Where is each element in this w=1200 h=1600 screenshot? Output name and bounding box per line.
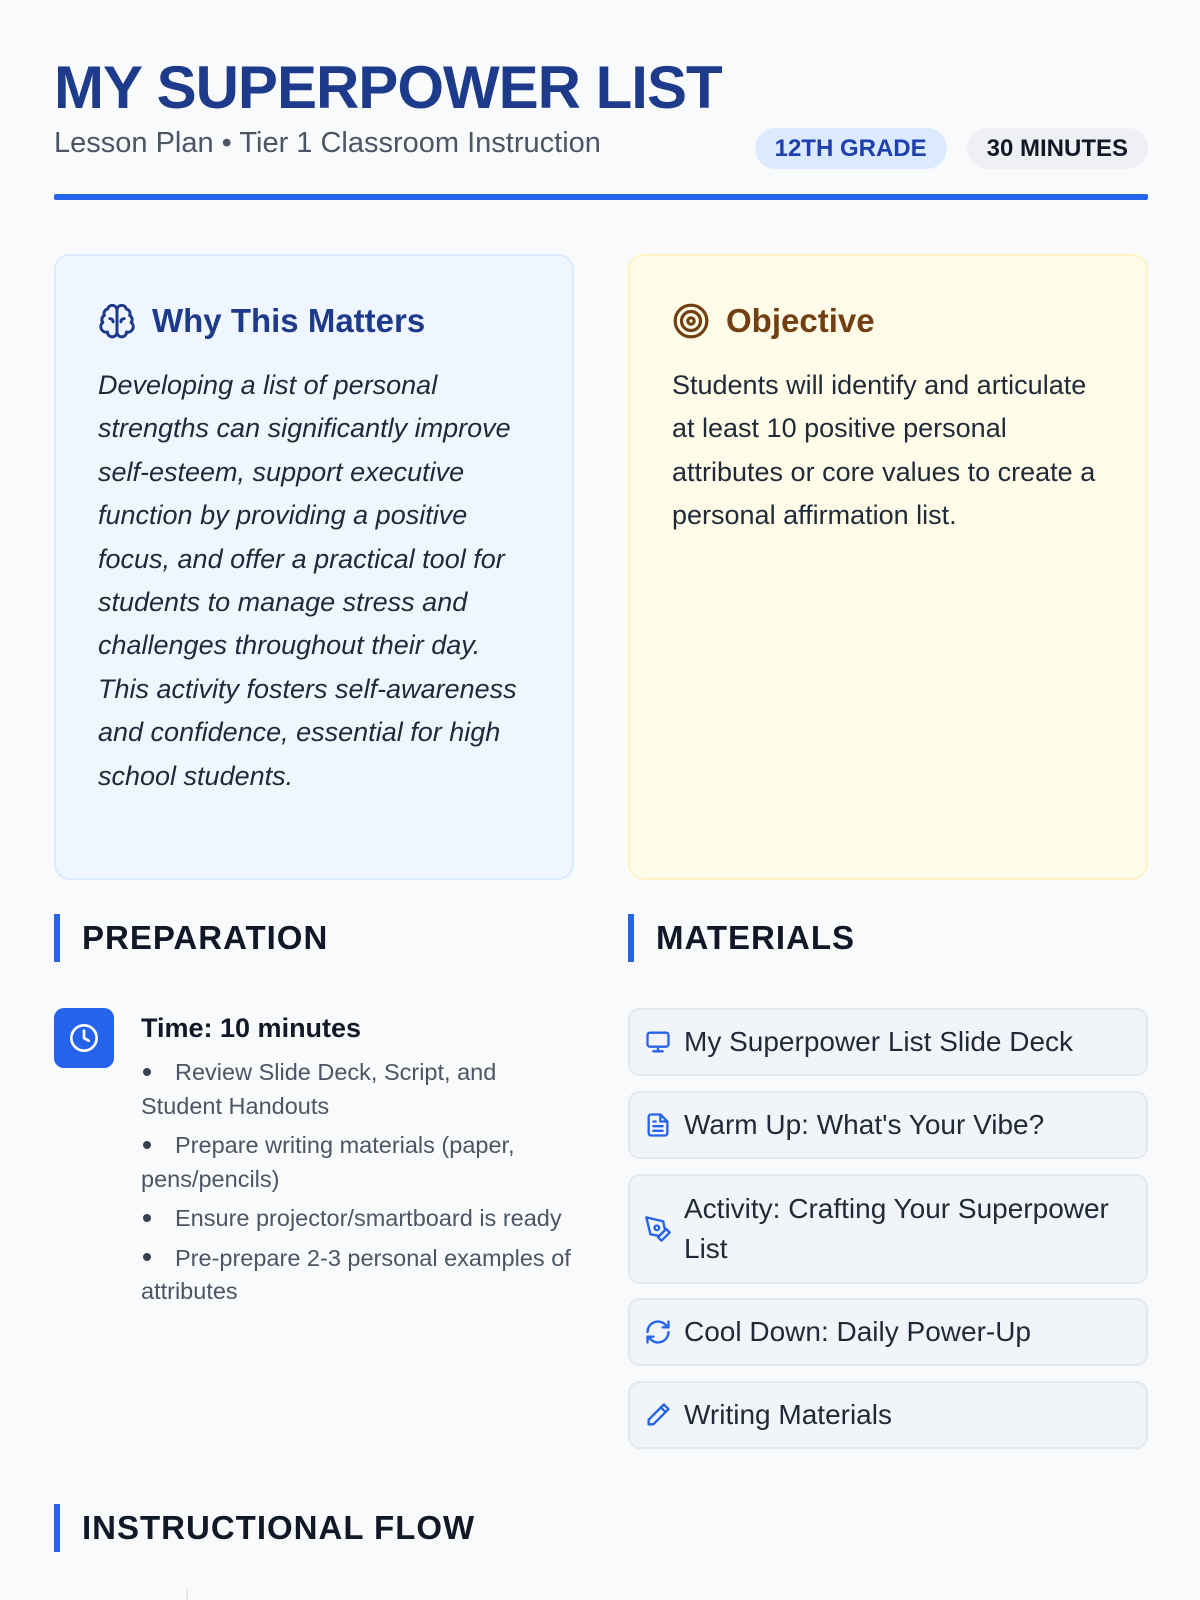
page-subtitle: Lesson Plan • Tier 1 Classroom Instruction [54, 127, 601, 159]
pencil-icon [644, 1401, 672, 1429]
bullet [143, 1141, 151, 1149]
timeline-line [186, 1590, 188, 1600]
instructional-flow-heading: INSTRUCTIONAL FLOW [54, 1504, 475, 1552]
clock-icon [68, 1022, 100, 1054]
page-title: MY SUPERPOWER LIST [54, 54, 722, 121]
list-item-text: Pre-prepare 2-3 personal examples of attributes [141, 1244, 571, 1304]
list-item-text: Ensure projector/smartboard is ready [175, 1205, 562, 1231]
objective-card-header [672, 298, 1104, 344]
materials-heading: MATERIALS [628, 914, 855, 962]
tag-group [755, 128, 1148, 169]
material-label: My Superpower List Slide Deck [684, 1026, 1074, 1057]
material-item-cool-down[interactable] [628, 1298, 1148, 1366]
bullet [143, 1068, 151, 1076]
material-item-activity[interactable] [628, 1174, 1148, 1284]
material-label: Writing Materials [684, 1399, 892, 1430]
why-card-header [98, 298, 530, 344]
preparation-time: Time: 10 minutes [141, 1013, 362, 1043]
bullet [143, 1214, 151, 1222]
material-label: Cool Down: Daily Power-Up [684, 1316, 1032, 1347]
list-item [141, 1242, 581, 1309]
material-item-slide-deck[interactable] [628, 1008, 1148, 1076]
preparation-details [141, 1010, 581, 1315]
list-item [141, 1202, 581, 1236]
material-item-warm-up[interactable] [628, 1091, 1148, 1159]
why-card-body: Developing a list of personal strengths can significantly improve self-esteem, support executive function by providing a positive focus, and offer a practical tool for students to manage stress and challenges throughout their day. This activity fosters self-awareness and confidence, essential for high school students. [98, 370, 517, 791]
lesson-header [54, 52, 1148, 200]
objective-card-heading: Objective [726, 302, 875, 339]
header-divider [54, 194, 1148, 200]
preparation-list [141, 1056, 581, 1309]
document-icon [644, 1111, 672, 1139]
brain-icon [98, 302, 136, 340]
objective-card-body: Students will identify and articulate at least 10 positive personal attributes or core values to create a personal affirmation list. [672, 370, 1096, 531]
preparation-clock-badge [54, 1008, 114, 1068]
why-this-matters-card [54, 254, 574, 880]
grade-badge: 12TH GRADE [755, 128, 947, 169]
drafting-pen-icon [644, 1215, 672, 1243]
material-label: Activity: Crafting Your Superpower List [684, 1193, 1109, 1264]
list-item-text: Prepare writing materials (paper, pens/pencils) [141, 1132, 515, 1192]
monitor-icon [644, 1028, 672, 1056]
list-item [141, 1129, 581, 1196]
bullet [143, 1253, 151, 1261]
target-icon [672, 302, 710, 340]
list-item [141, 1056, 581, 1123]
duration-badge: 30 MINUTES [967, 128, 1148, 169]
lesson-plan-page [54, 0, 1148, 1600]
refresh-icon [644, 1318, 672, 1346]
material-item-writing[interactable] [628, 1381, 1148, 1449]
why-card-heading: Why This Matters [152, 302, 426, 339]
list-item-text: Review Slide Deck, Script, and Student Handouts [141, 1059, 497, 1119]
objective-card [628, 254, 1148, 880]
material-label: Warm Up: What's Your Vibe? [684, 1109, 1045, 1140]
preparation-heading: PREPARATION [54, 914, 328, 962]
